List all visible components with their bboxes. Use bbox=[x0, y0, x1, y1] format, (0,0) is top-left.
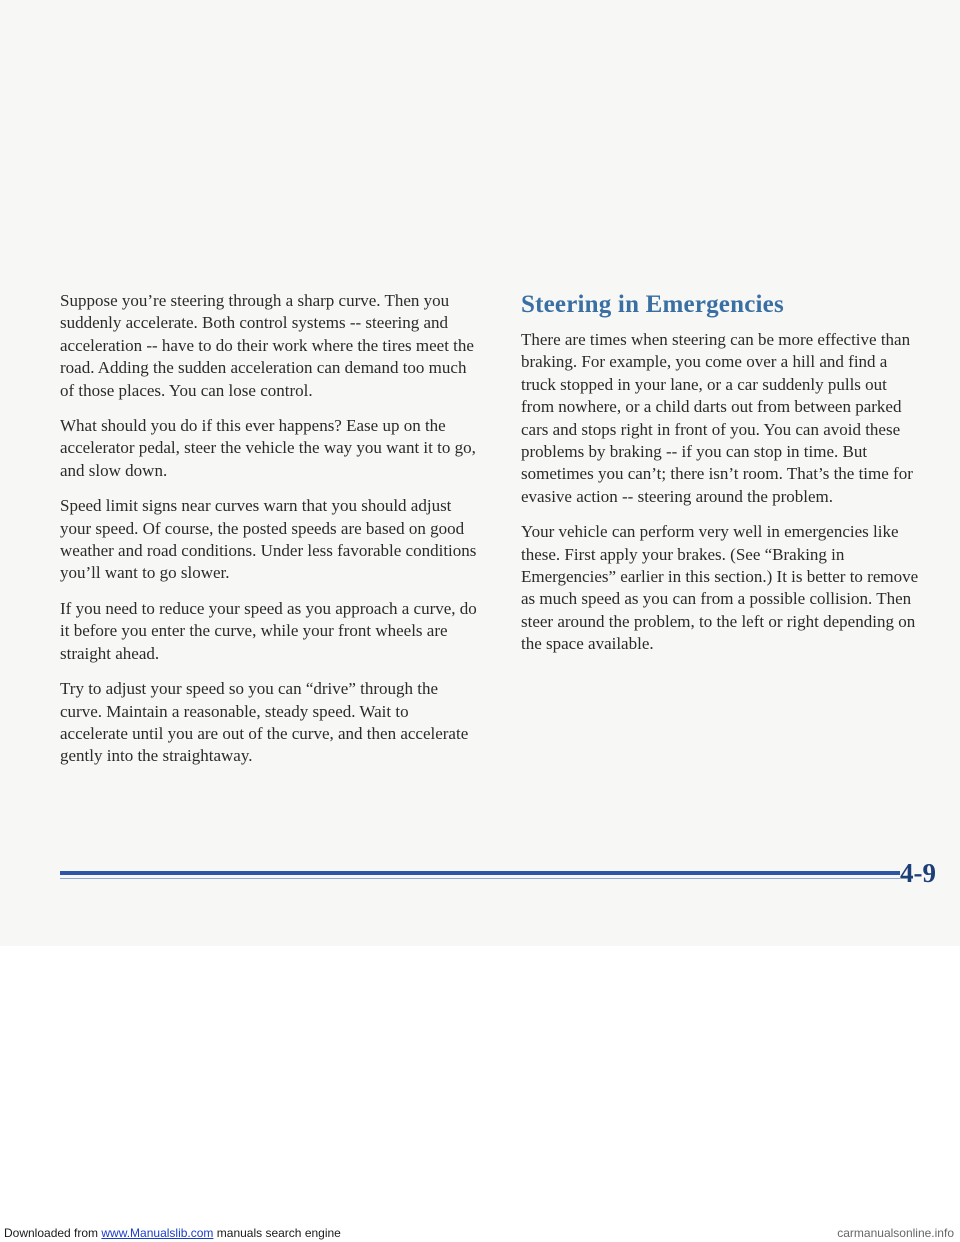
paragraph-steering-effective: There are times when steering can be more effective than braking. For example, you come over a hill and find a truck stopped in your lane, or a car suddenly pulls out from nowhere, or a child darts out from between parked cars and stops right in front of you. You can avoid these problems by braking -- if you can stop in time. But sometimes you can’t; there isn’t room. That’s the time for evasive action -- steering around the problem. bbox=[521, 330, 913, 506]
watermark-text: carmanualsonline.info bbox=[837, 1226, 954, 1240]
paragraph-speed-limit-signs: Speed limit signs near curves warn that you should adjust your speed. Of course, the posted speeds are based on good weather and road conditions. Under less favorable conditions you’ll want to go slower. bbox=[60, 496, 477, 583]
manualslib-link[interactable]: www.Manualslib.com bbox=[101, 1226, 214, 1240]
footer-rule bbox=[60, 871, 900, 875]
footer-attribution bbox=[4, 1226, 341, 1240]
page-number: 4-9 bbox=[900, 858, 936, 888]
footer-prefix: Downloaded from bbox=[4, 1226, 102, 1240]
section-heading: Steering in Emergencies bbox=[521, 291, 784, 318]
footer-suffix: manuals search engine bbox=[213, 1226, 341, 1240]
paragraph-sharp-curve: Suppose you’re steering through a sharp curve. Then you suddenly accelerate. Both control systems -- steering and acceleration -- have to do their work where the tires meet the road. Adding the sudden acceleration can demand too much of those places. You can lose control. bbox=[60, 291, 474, 400]
footer-rule-thin bbox=[60, 878, 900, 879]
paragraph-reduce-speed: If you need to reduce your speed as you approach a curve, do it before you enter the curve, while your front wheels are straight ahead. bbox=[60, 598, 477, 663]
download-footer bbox=[0, 1224, 960, 1242]
paragraph-vehicle-performance: Your vehicle can perform very well in emergencies like these. First apply your brakes. (See “Braking in Emergencies” earlier in this section.) It is better to remove as much speed as you can from a possible collision. Then steer around the problem, to the left or right depending on the space available. bbox=[521, 522, 919, 654]
paragraph-adjust-speed: Try to adjust your speed so you can “drive” through the curve. Maintain a reasonable, steady speed. Wait to accelerate until you are out of the curve, and then accelerate gently into the straightaway. bbox=[60, 679, 469, 766]
right-column bbox=[521, 290, 921, 669]
left-column bbox=[60, 290, 480, 781]
paragraph-what-to-do: What should you do if this ever happens? Ease up on the accelerator pedal, steer the vehicle the way you want it to go, and slow down. bbox=[60, 416, 476, 480]
